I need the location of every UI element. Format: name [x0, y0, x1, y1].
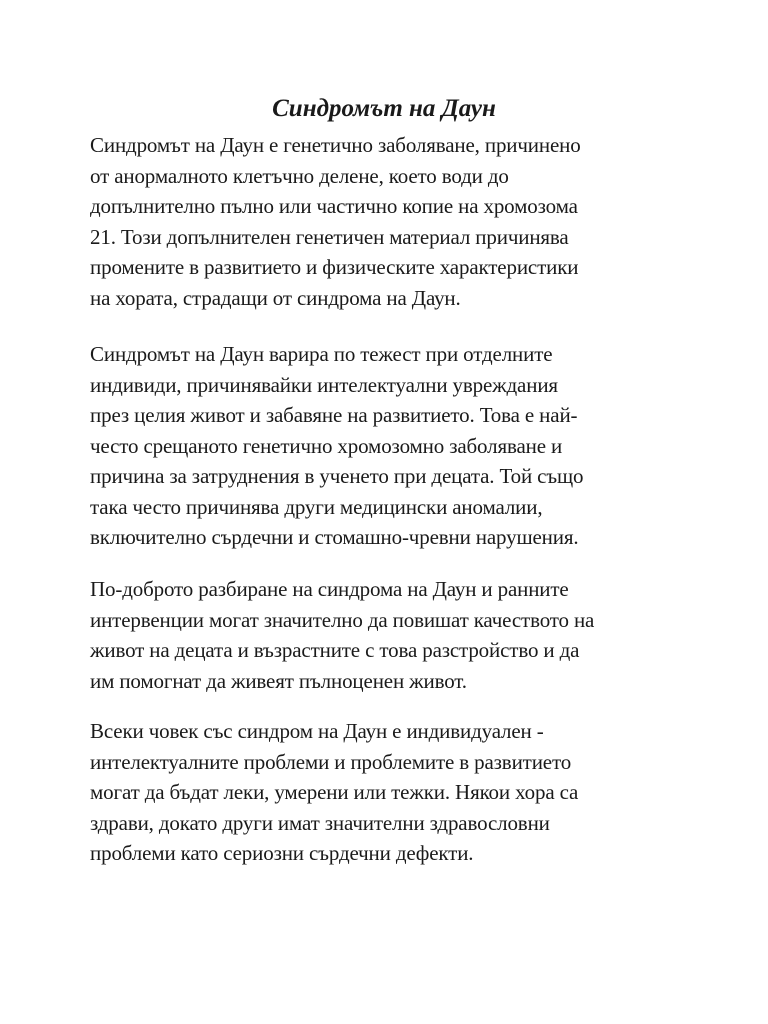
- paragraph: [90, 339, 690, 553]
- paragraph: [90, 716, 690, 869]
- text-line: проблеми като сериозни сърдечни дефекти.: [90, 841, 474, 865]
- text-line: Всеки човек със синдром на Даун е индивидуален -: [90, 719, 544, 743]
- text-line: По-доброто разбиране на синдрома на Даун и ранните: [90, 577, 569, 601]
- text-line: Синдромът на Даун варира по тежест при отделните: [90, 342, 553, 366]
- text-line: допълнително пълно или частично копие на хромозома: [90, 194, 578, 218]
- text-line: интелектуалните проблеми и проблемите в развитието: [90, 749, 572, 774]
- text-line: на хората, страдащи от синдрома на Даун.: [90, 285, 461, 310]
- text-line: им помогнат да живеят пълноценен живот.: [90, 668, 467, 693]
- text-line: причина за затруднения в ученето при децата. Той също: [90, 464, 584, 488]
- text-line: от анормалното клетъчно делене, което води до: [90, 163, 509, 188]
- text-line: промените в развитието и физическите характеристики: [90, 255, 579, 279]
- text-line: индивиди, причинявайки интелектуални увреждания: [90, 372, 558, 397]
- text-line: живот на децата и възрастните с това разстройство и да: [90, 638, 580, 662]
- text-line: така често причинява други медицински аномалии,: [90, 494, 543, 519]
- text-line: 21. Този допълнителен генетичен материал причинява: [90, 224, 569, 249]
- paragraph: [90, 574, 690, 696]
- text-line: през целия живот и забавяне на развитието. Това е най-: [90, 403, 578, 427]
- text-line: интервенции могат значително да повишат качеството на: [90, 607, 595, 632]
- document-title: Синдромът на Даун: [272, 95, 496, 122]
- text-line: могат да бъдат леки, умерени или тежки. Някои хора са: [90, 780, 579, 804]
- text-line: често срещаното генетично хромозомно заболяване и: [90, 433, 563, 458]
- text-line: здрави, докато други имат значителни здравословни: [90, 810, 550, 835]
- text-line: Синдромът на Даун е генетично заболяване, причинено: [90, 133, 581, 157]
- paragraph: [90, 130, 690, 313]
- text-line: включително сърдечни и стомашно-чревни нарушения.: [90, 525, 579, 549]
